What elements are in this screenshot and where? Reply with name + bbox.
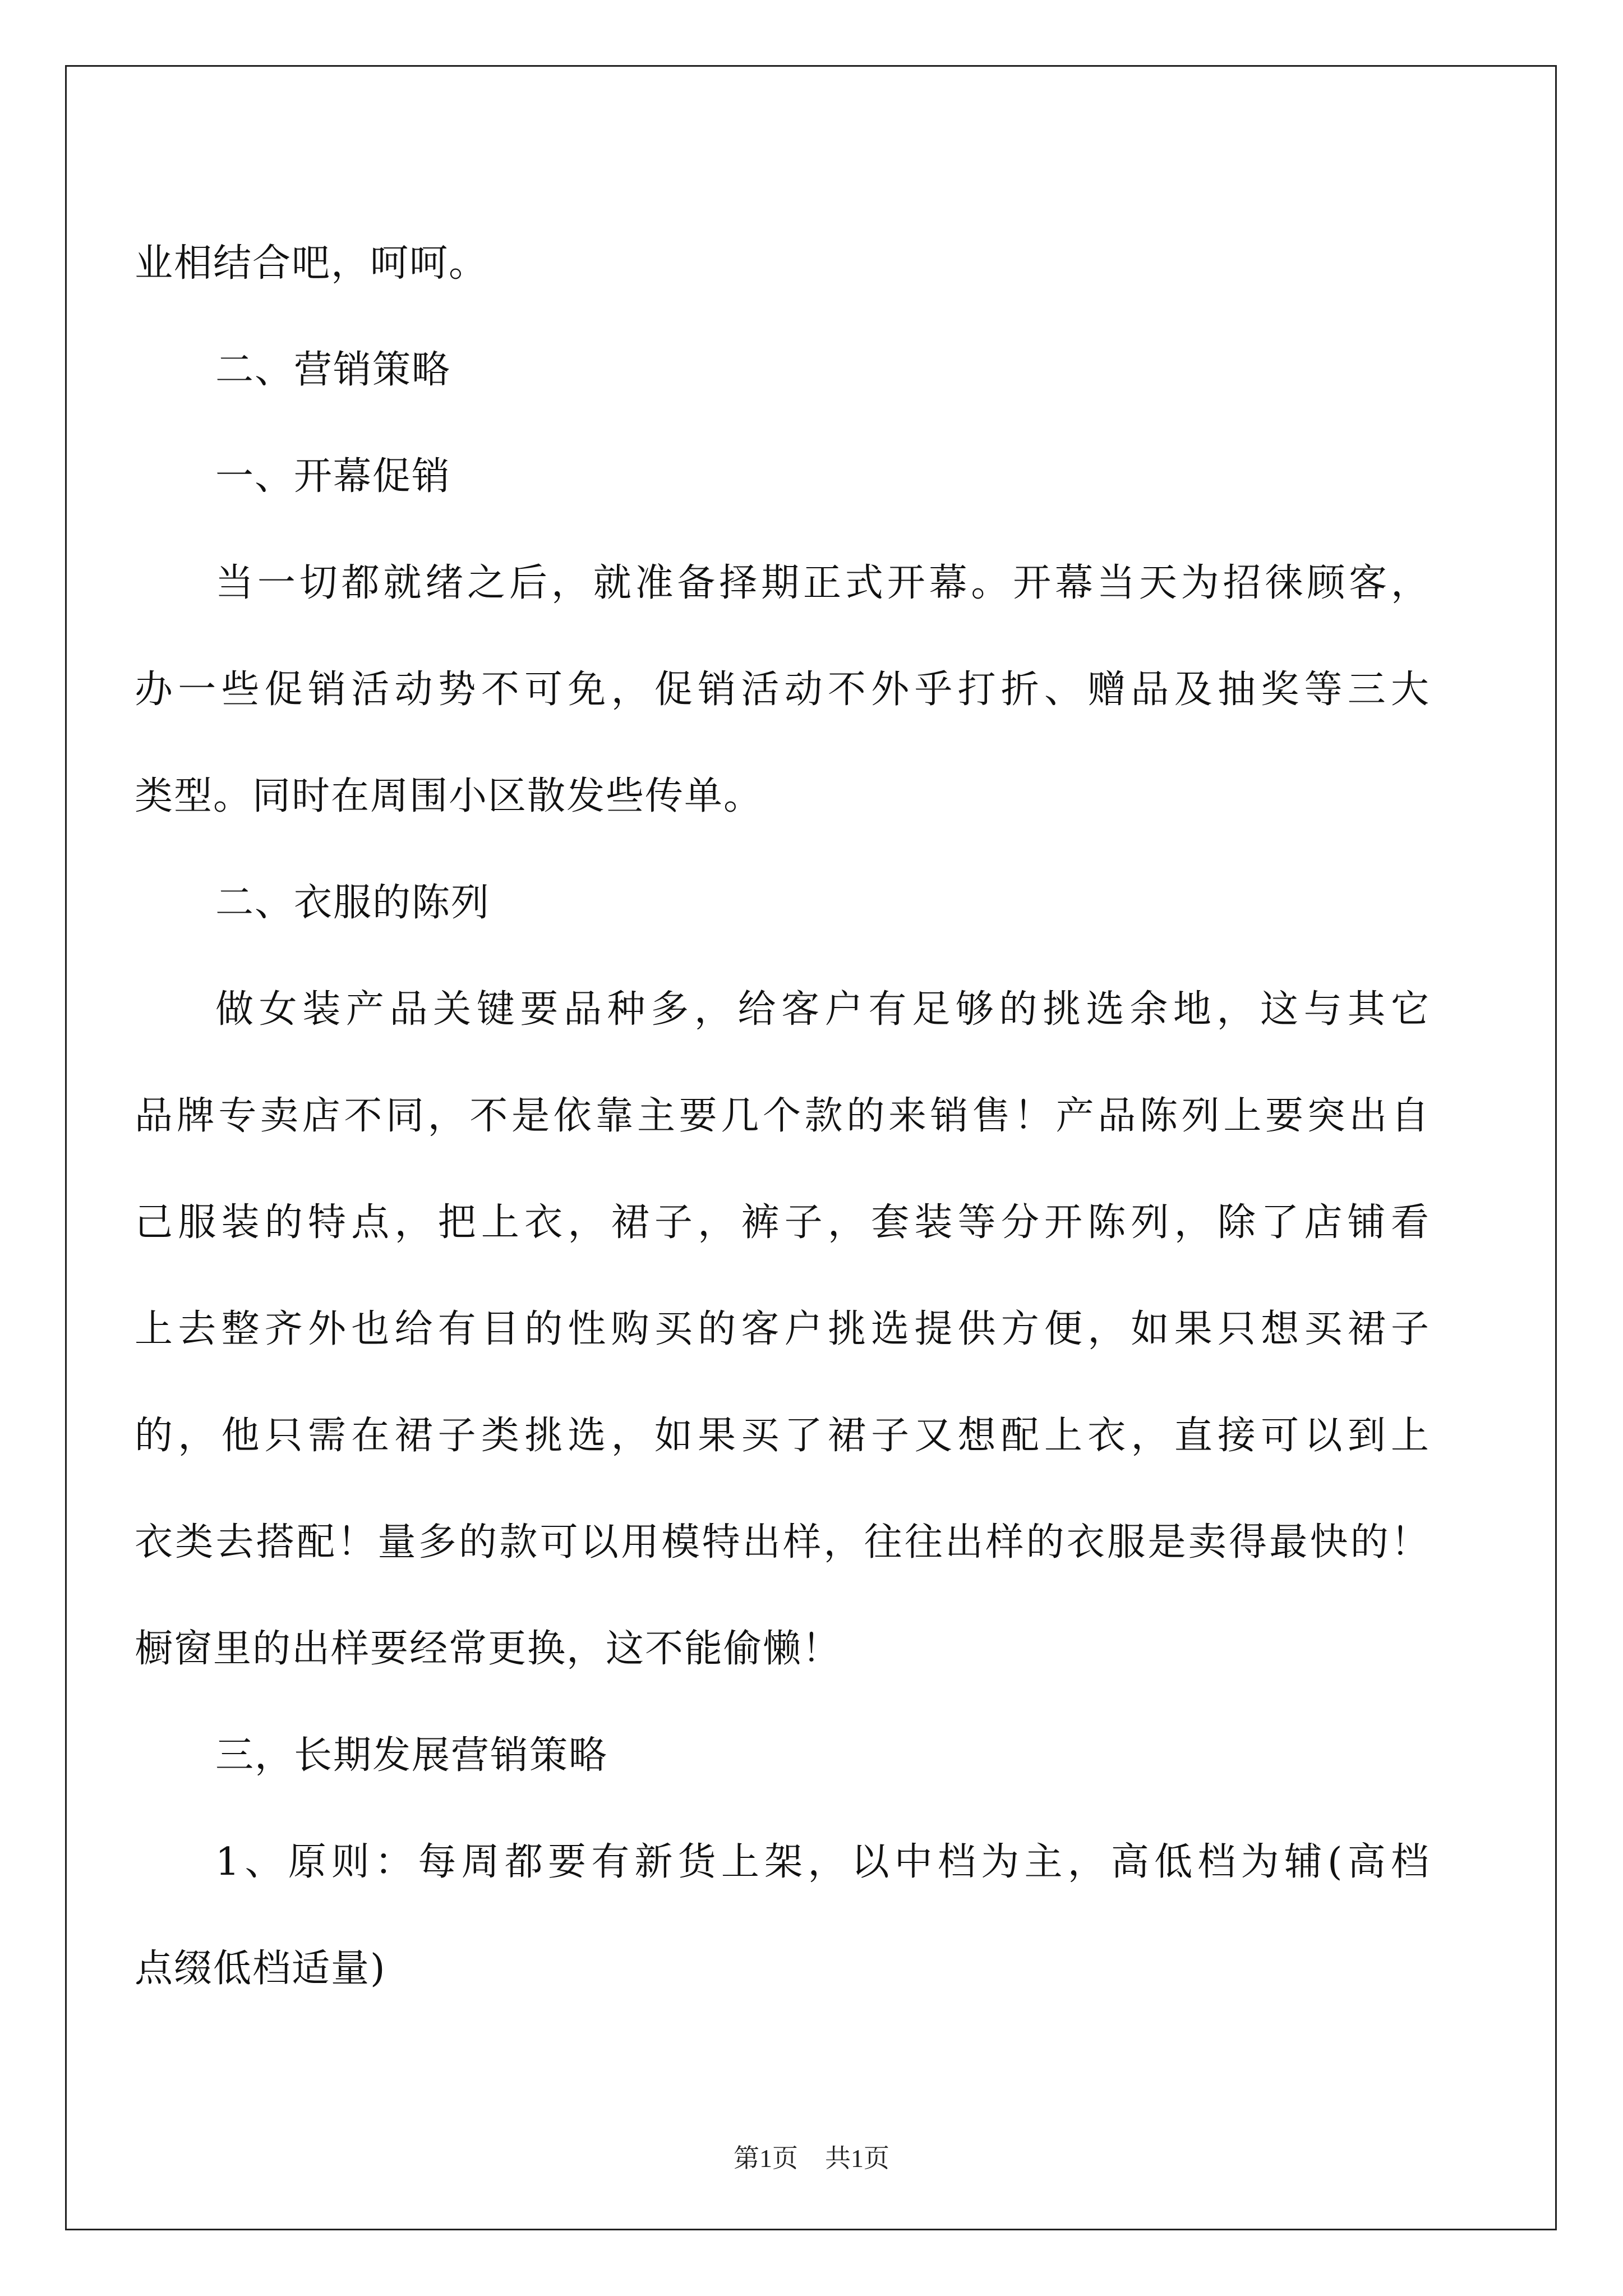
- text-line: 己服装的特点，把上衣，裙子，裤子，套装等分开陈列，除了店铺看: [135, 1200, 1430, 1245]
- text-line: 类型。同时在周围小区散发些传单。: [135, 774, 763, 818]
- document-body: [135, 210, 1430, 2022]
- text-line: 业相结合吧，呵呵。: [135, 241, 488, 286]
- text-line: 上去整齐外也给有目的性购买的客户挑选提供方便，如果只想买裙子: [135, 1307, 1430, 1351]
- page-number: 第1页: [734, 2144, 798, 2173]
- section-heading: 二、营销策略: [215, 348, 451, 392]
- text-line: 点缀低档适量): [135, 1947, 386, 1991]
- text-line: 1、原则：每周都要有新货上架，以中档为主，高低档为辅(高档: [215, 1840, 1430, 1884]
- text-line: 衣类去搭配！量多的款可以用模特出样，往往出样的衣服是卖得最快的！: [135, 1520, 1430, 1565]
- subsection-heading: 一、开幕促销: [215, 454, 451, 499]
- text-line: 做女装产品关键要品种多，给客户有足够的挑选余地，这与其它: [215, 987, 1430, 1032]
- text-line: 办一些促销活动势不可免，促销活动不外乎打折、赠品及抽奖等三大: [135, 668, 1430, 712]
- page-footer: [0, 2142, 1623, 2175]
- text-line: 的，他只需在裙子类挑选，如果买了裙子又想配上衣，直接可以到上: [135, 1414, 1430, 1458]
- text-line: 当一切都就绪之后，就准备择期正式开幕。开幕当天为招徕顾客，: [215, 561, 1430, 605]
- text-line: 品牌专卖店不同，不是依靠主要几个款的来销售！产品陈列上要突出自: [135, 1094, 1430, 1138]
- text-line: 橱窗里的出样要经常更换，这不能偷懒！: [135, 1627, 842, 1671]
- page-total: 共1页: [825, 2144, 889, 2173]
- subsection-heading: 二、衣服的陈列: [215, 881, 491, 925]
- section-heading: 三，长期发展营销策略: [215, 1733, 608, 1778]
